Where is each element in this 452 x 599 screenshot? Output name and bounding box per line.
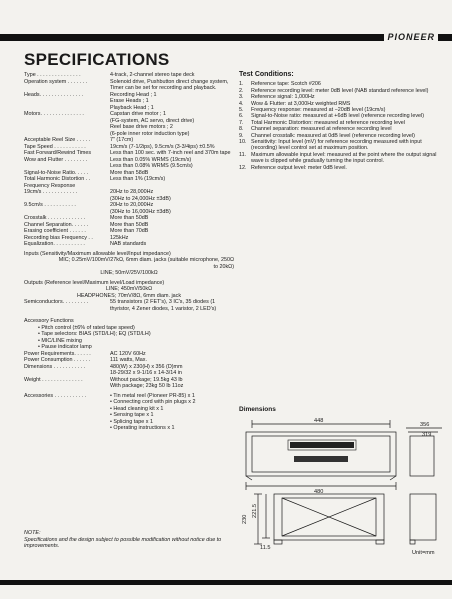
spec-value: 111 watts, Max. [110, 357, 147, 363]
item-number: 6. [239, 113, 244, 120]
spec-value: 7" (17cm) [110, 137, 134, 143]
item-text: Channel crosstalk: measured at 0dB level (reference recording level) [251, 132, 415, 139]
accessory-item: • Head cleaning kit x 1 [110, 405, 164, 412]
item-text: Reference recording level: meter 0dB level (NAB standard reference level) [251, 87, 429, 94]
spec-key: Total Harmonic Distortion . . [24, 176, 91, 182]
test-condition-item [239, 165, 437, 171]
page-title: SPECIFICATIONS [24, 50, 170, 69]
spec-value: 19cm/s (7-1/2ips), 9.5cm/s (3-3/4ips) ±0.5% [110, 143, 215, 150]
item-text: Signal-to-Noise ratio: measured at +6dB level (reference recording level) [251, 113, 425, 120]
spec-value: Less than 0.08% WRMS (9.5cm/s) [110, 163, 193, 169]
spec-value: Erase Heads ; 1 [110, 98, 149, 104]
dim-height-body: 221.5 [252, 504, 258, 518]
spec-key: Crosstalk . . . . . . . . . . . . . [24, 215, 86, 221]
spec-value: Less than 100 sec. with 7-inch reel and 370m tape [110, 150, 231, 156]
spec-key: Power Requirements. . . . . . [24, 350, 91, 357]
inputs-line: LINE; 50mV/25V/100kΩ [100, 270, 158, 276]
spec-value: 4-track, 2-channel stereo tape deck [110, 72, 195, 78]
spec-value: 125kHz [110, 234, 129, 241]
spec-key: Fast Forward/Rewind Times [24, 150, 92, 156]
spec-key: Motors. . . . . . . . . . . . . . . [24, 111, 84, 117]
spec-value: 55 transistors (2 FET's), 3 IC's, 35 diodes (1 thyristor, 4 Zener diodes, 1 varistor, 2 LED's) [110, 299, 217, 312]
item-number: 1. [239, 81, 244, 88]
item-text: Total Harmonic Distortion: measured at reference recording level [251, 119, 406, 126]
item-text: Reference tape: Scotch #206 [251, 81, 321, 88]
test-conditions [239, 72, 437, 171]
item-number: 4. [239, 100, 244, 107]
accessory-item: • Connecting cord with pin plugs x 2 [110, 399, 196, 405]
dimensions-label: Dimensions [239, 406, 276, 413]
item-number: 5. [239, 107, 244, 114]
dim-width-front: 480 [314, 489, 324, 495]
spec-key: Dimensions . . . . . . . . . . . [24, 363, 86, 370]
spec-key: Erasing coefficient . . . . . . [24, 228, 86, 234]
inputs-mic: MIC; 0.25mV/100mV/27kΩ, 6mm diam. jacks (suitable microphone, 250Ω to 20kΩ) [58, 257, 234, 270]
spec-value: (FG-system, AC servo, direct drive) [110, 117, 195, 124]
item-text: Wow & Flutter: at 3,000Hz weighted RMS [251, 100, 351, 107]
spec-key: Type . . . . . . . . . . . . . . . [24, 72, 81, 78]
spec-value: Less than 1% (19cm/s) [110, 176, 166, 182]
accessory-function-item: • MIC/LINE mixing [38, 337, 82, 344]
spec-key: Weight . . . . . . . . . . . . . . [24, 376, 83, 383]
note-title: NOTE: [24, 530, 41, 536]
spec-value: With package; 23kg 50 lb 11oz [110, 383, 184, 389]
spec-key: Power Consumption . . . . . . [24, 357, 91, 363]
item-text: Maximum allowable input level: measured at the point where the output signal wave is clipped while gradually turning the input control. [251, 151, 437, 165]
note [24, 530, 234, 550]
item-number: 8. [239, 126, 244, 133]
spec-value: (6-pole inner rotor induction type) [110, 130, 190, 137]
spec-key: Wow and Flutter . . . . . . . . [24, 156, 88, 163]
outputs-heading: Outputs (Reference level/Maximum level/Load impedance) [24, 279, 165, 286]
spec-value: More than 58dB [110, 169, 149, 176]
spec-value: Solenoid drive, Pushbutton direct change system, Timer can be set for recording and playback. [110, 78, 229, 91]
spec-value: 20Hz to 20,000Hz [110, 202, 154, 208]
item-number: 12. [239, 164, 247, 171]
spec-value: Without package; 19.5kg 43 lb [110, 376, 183, 383]
spec-value: More than 70dB [110, 228, 149, 234]
spec-value: Reel base drive motors ; 2 [110, 124, 173, 130]
item-number: 7. [239, 119, 244, 126]
spec-value: AC 120V 60Hz [110, 350, 146, 357]
spec-key: Heads. . . . . . . . . . . . . . . [24, 91, 84, 98]
item-number: 3. [239, 94, 244, 101]
spec-value: (30Hz to 24,000Hz ±3dB) [110, 195, 171, 202]
spec-value: (30Hz to 16,000Hz ±3dB) [110, 208, 171, 215]
spec-key: Operation system . . . . . . . [24, 78, 88, 85]
accessory-item: • Operating instructions x 1 [110, 425, 175, 431]
dim-height-total: 230 [242, 514, 248, 524]
accessory-function-item: • Pause indicator lamp [38, 344, 92, 350]
item-number: 10. [239, 139, 247, 146]
spec-row [24, 79, 234, 92]
spec-key: Tape Speed . . . . . . . . . . . [24, 143, 86, 150]
item-text: Channel separation: measured at reference recording level [251, 126, 392, 133]
spec-key: Semiconductors. . . . . . . . . [24, 299, 89, 305]
unit-label: Unit=mm [412, 550, 435, 554]
spec-key: Signal-to-Noise Ratio. . . . . [24, 169, 89, 176]
spec-row [24, 241, 234, 248]
item-number: 2. [239, 87, 244, 94]
inputs-heading: Inputs (Sensitivity/Maximum allowable level/Input impedance) [24, 250, 171, 257]
note-text: Specifications and the design subject to possible modification without notice due to improvements. [24, 536, 222, 549]
item-text: Frequency response: measured at −20dB level (19cm/s) [251, 107, 386, 114]
spec-key: Recording bias Frequency . . [24, 234, 93, 241]
spec-value: 18-29/32 x 9-1/16 x 14-3/14 in [110, 370, 182, 376]
item-number: 9. [239, 132, 244, 139]
dim-foot: 11.5 [260, 545, 271, 551]
specifications-list [24, 72, 234, 432]
dimensions-diagram [238, 414, 442, 554]
accessory-functions-heading: Accessory Functions [24, 318, 74, 324]
spec-value: Less than 0.05% WRMS (19cm/s) [110, 156, 192, 163]
spec-key: Channel Separation. . . . . . [24, 221, 89, 228]
spec-value: More than 50dB [110, 221, 149, 228]
dim-depth-total: 356 [420, 422, 430, 428]
spec-value: 480(W) x 230(H) x 356 (D)mm [110, 363, 183, 370]
item-text: Reference output level: meter 0dB level. [251, 164, 347, 171]
test-condition-item [239, 152, 437, 165]
bottom-rule [0, 580, 452, 585]
accessory-function-item: • Pitch control (±6% of rated tape speed) [38, 324, 135, 331]
spec-value: Capstan drive motor ; 1 [110, 111, 167, 117]
accessory-function-item: • Tape selectors: BIAS (STD/LH); EQ (STD/LH) [38, 331, 151, 337]
dim-depth-body: 319 [422, 432, 432, 438]
spec-row-semiconductors [24, 299, 234, 312]
spec-row [24, 383, 234, 390]
test-condition-item [239, 139, 437, 152]
accessory-item: • Tin metal reel (Pioneer PR-85) x 1 [110, 392, 195, 399]
accessory-item: • Sensing tape x 1 [110, 412, 154, 418]
item-text: Sensitivity: Input level (mV) for reference recording measured with input (recording) level control set at maximum position. [251, 139, 422, 152]
spec-value: Recording Head ; 1 [110, 91, 157, 98]
spec-row-accessories [24, 393, 234, 432]
spec-key: Equalization. . . . . . . . . . . [24, 241, 85, 247]
outputs-headphones: HEADPHONES; 70mV/8Ω, 6mm diam. jack [76, 292, 182, 299]
spec-value: 20Hz to 28,000Hz [110, 189, 154, 195]
spec-key: Accessories . . . . . . . . . . . [24, 392, 87, 399]
item-number: 11. [239, 151, 247, 158]
spec-key: Frequency Response [24, 182, 76, 189]
brand-logo: PIONEER [384, 31, 438, 43]
spec-key: 9.5cm/s . . . . . . . . . . . [24, 202, 76, 208]
dim-width-top: 448 [314, 418, 324, 424]
item-text: Reference signal: 1,000Hz [251, 94, 315, 101]
accessory-item: • Splicing tape x 1 [110, 418, 153, 425]
test-conditions-title: Test Conditions: [239, 71, 294, 78]
spec-value: NAB standards [110, 241, 147, 247]
spec-key [24, 383, 110, 390]
spec-key: Acceptable Reel Size . . . . . [24, 137, 91, 143]
spec-value: More than 50dB [110, 215, 149, 221]
spec-key: 19cm/s . . . . . . . . . . . . [24, 189, 78, 195]
spec-value: Playback Head ; 1 [110, 104, 154, 111]
outputs-line: LINE; 450mV/50kΩ [105, 286, 153, 292]
